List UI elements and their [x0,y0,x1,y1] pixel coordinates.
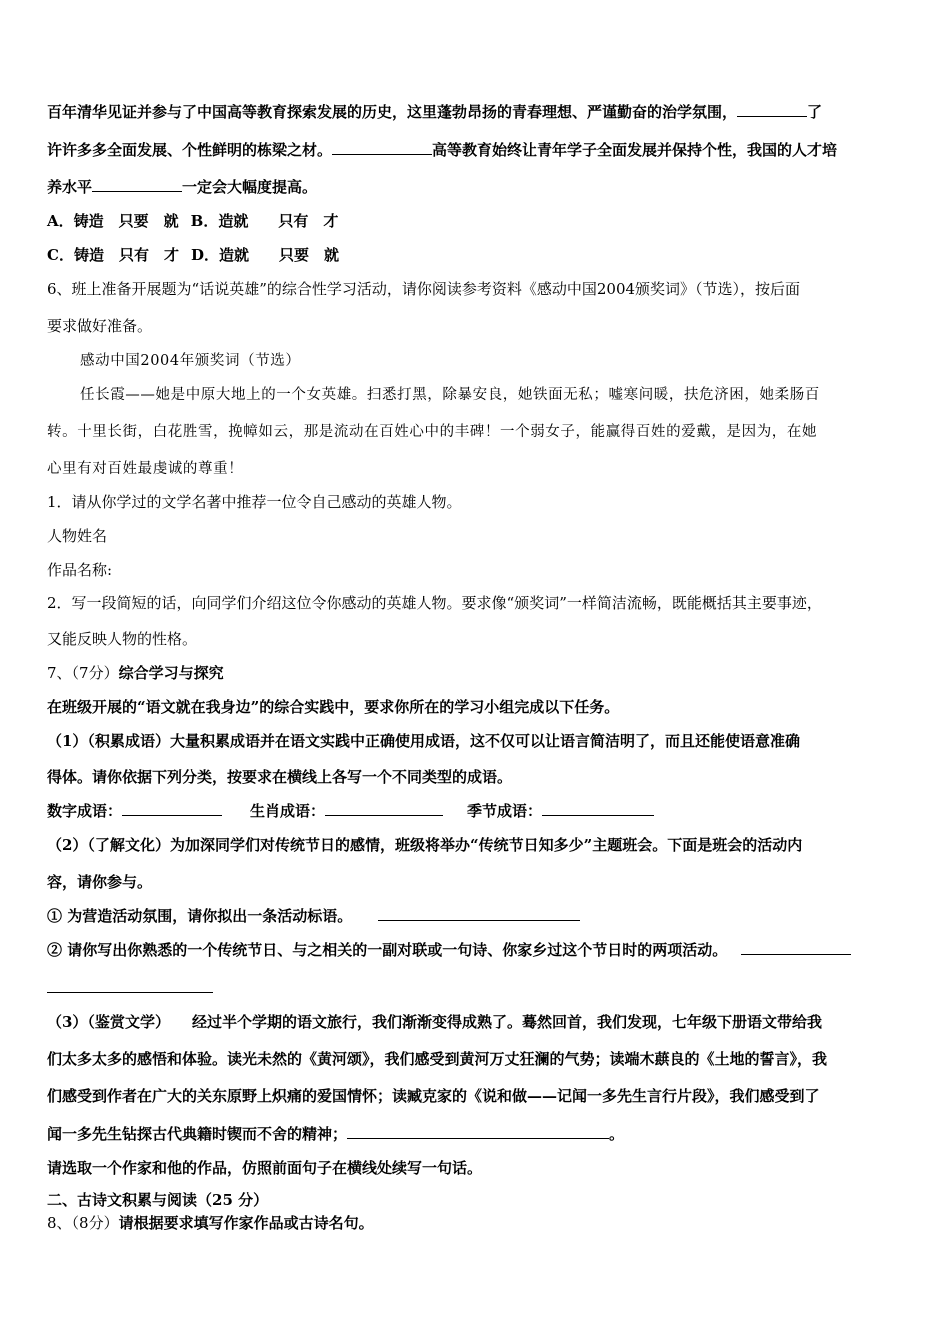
q7-part2-item-2: ② 请你写出你熟悉的一个传统节日、与之相关的一副对联或一句诗、你家乡过这个节日时的两项活动。 [47,940,851,960]
q7-title: 综合学习与探究 [118,664,224,682]
q5-options-ab [47,211,338,231]
q5-line-3: 养水平 一定会大幅度提高。 [47,178,318,196]
section-2-title: 二、古诗文积累与阅读（25 分） [47,1191,269,1209]
festival-blank[interactable] [741,940,851,955]
q7-part2-item-1: ① 为营造活动氛围，请你拟出一条活动标语。 [47,906,580,926]
q7-part3-instruction: 请选取一个作家和他的作品，仿照前面句子在横线处续写一句话。 [47,1159,483,1177]
reference-line-3: 心里有对百姓最虔诚的尊重！ [47,461,244,477]
option-a-label: A． [47,212,74,230]
festival-blank-continued[interactable] [47,978,213,993]
q6-line-1: 6、班上准备开展题为“话说英雄”的综合性学习活动，请你阅读参考资料《感动中国2004颁奖词》（节选），按后面 [47,280,801,298]
q7-part3-line-1: （3）（鉴赏文学） 经过半个学期的语文旅行，我们渐渐变得成熟了。蓦然回首，我们发现，七年级下册语文带给我 [47,1013,822,1031]
q7-part3-line-4: 闻一多先生钻探古代典籍时锲而不舍的精神； 。 [47,1125,625,1143]
option-b-label: B． [190,212,219,230]
reference-title: 感动中国2004年颁奖词（节选） [80,353,301,369]
q7-part2-line-2: 容，请你参与。 [47,873,153,891]
q8-line [47,1213,374,1233]
number-idiom-blank[interactable] [122,801,222,816]
idiom-blanks-row [47,801,654,821]
answer-blank[interactable] [332,140,432,155]
q6-sub-1: 1．请从你学过的文学名著中推荐一位令自己感动的英雄人物。 [47,493,462,511]
answer-blank[interactable] [737,102,807,117]
q7-part2-line-1: （2）（了解文化）为加深同学们对传统节日的感情，班级将举办“传统节日知多少”主题班会。下面是班会的活动内 [47,836,803,854]
option-d[interactable]: 造就 只要 就 [218,246,339,264]
q8-number: 8、（8分） [47,1214,119,1232]
option-a[interactable]: 铸造 只要 就 [73,212,179,230]
q6-sub-2-line-2: 又能反映人物的性格。 [47,630,198,648]
season-idiom-label: 季节成语： [467,802,543,820]
option-b[interactable]: 造就 只有 才 [218,212,339,230]
option-c-label: C． [47,246,74,264]
imitation-sentence-blank[interactable] [347,1124,609,1139]
slogan-blank[interactable] [378,906,580,921]
q7-part3-line-2: 们太多太多的感悟和体验。读光未然的《黄河颂》，我们感受到黄河万丈狂澜的气势；读端木蕻良的《土地的誓言》，我 [47,1050,828,1068]
q7-part3-line-3: 们感受到作者在广大的关东原野上炽痛的爱国情怀；读臧克家的《说和做——记闻一多先生言行片段》，我们感受到了 [47,1087,820,1105]
q7-part1-line-1: （1）（积累成语）大量积累成语并在语文实践中正确使用成语，这不仅可以让语言简洁明了，而且还能使语意准确 [47,732,800,750]
number-idiom-label: 数字成语： [47,802,123,820]
answer-blank[interactable] [92,177,182,192]
q6-sub-2-line-1: 2．写一段简短的话，向同学们介绍这位令你感动的英雄人物。要求像“颁奖词”一样简洁流畅，既能概括其主要事迹， [47,594,822,612]
reference-line-1: 任长霞——她是中原大地上的一个女英雄。扫悉打黑，除暴安良，她铁面无私；嘘寒问暖，扶危济困，她柔肠百 [80,387,820,403]
option-c[interactable]: 铸造 只有 才 [73,246,179,264]
q5-line-1: 百年清华见证并参与了中国高等教育探索发展的历史，这里蓬勃昂扬的青春理想、严谨勤奋的治学氛围， 了 [47,103,823,121]
q7-part1-line-2: 得体。请你依据下列分类，按要求在横线上各写一个不同类型的成语。 [47,768,513,786]
zodiac-idiom-label: 生肖成语： [250,802,326,820]
reference-line-2: 转。十里长街，白花胜雪，挽幛如云，那是流动在百姓心中的丰碑！一个弱女子，能赢得百姓的爱戴，是因为，在她 [47,424,818,440]
zodiac-idiom-blank[interactable] [325,801,443,816]
character-name-label: 人物姓名 [47,527,108,545]
q7-number: 7、（7分） [47,664,119,682]
season-idiom-blank[interactable] [542,801,654,816]
q6-line-2: 要求做好准备。 [47,317,153,335]
option-d-label: D． [190,246,219,264]
work-name-label: 作品名称: [47,561,113,579]
q7-intro: 在班级开展的“语文就在我身边”的综合实践中，要求你所在的学习小组完成以下任务。 [47,698,620,716]
q5-options-cd [47,245,339,265]
q7-part3-label: （3）（鉴赏文学） [47,1013,170,1031]
q8-text: 请根据要求填写作家作品或古诗名句。 [118,1214,374,1232]
q7-heading [47,663,224,683]
q5-line-2: 许许多多全面发展、个性鲜明的栋梁之材。 高等教育始终让青年学子全面发展并保持个性，我国的人才培 [47,141,838,159]
